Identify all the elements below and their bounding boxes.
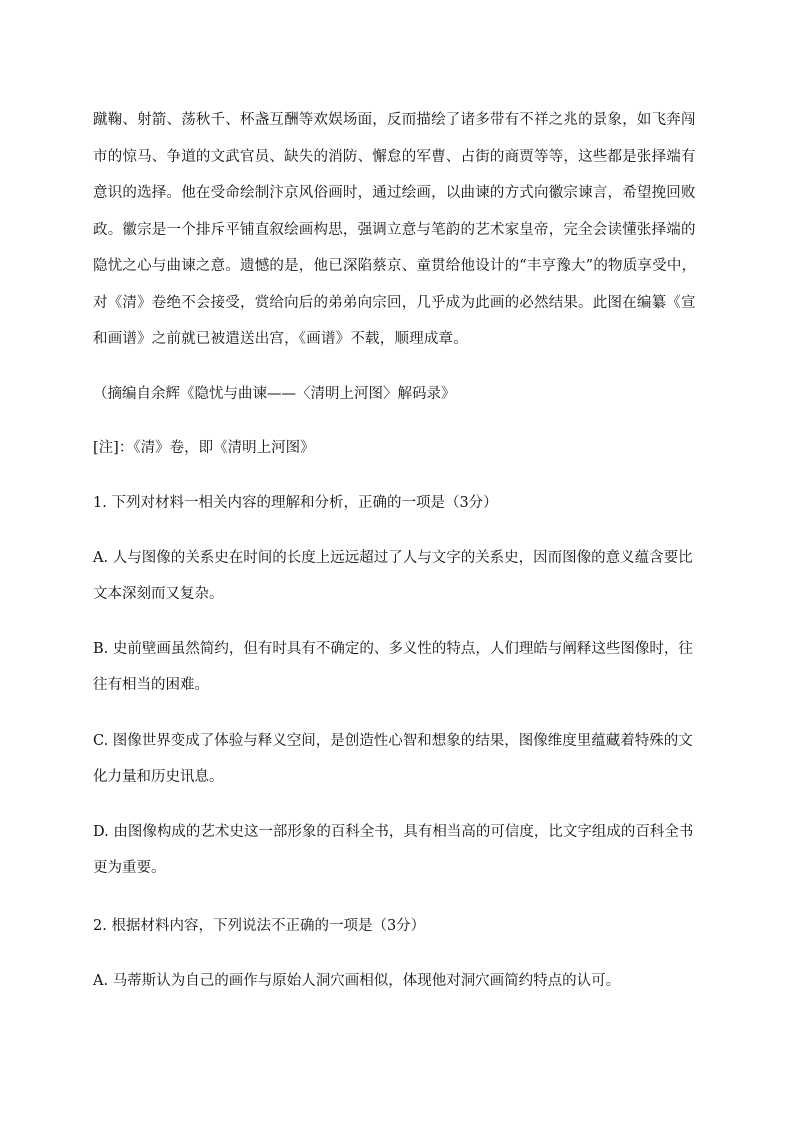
question-2-stem: 2. 根据材料内容，下列说法不正确的一项是（3分）: [93, 918, 426, 934]
passage-note: [注]：《清》卷，即《清明上河图》: [93, 440, 315, 456]
question-2-option-a: A. 马蒂斯认为自己的画作与原始人洞穴画相似，体现他对洞穴画简约特点的认可。: [93, 973, 621, 989]
question-1-stem: 1. 下列对材料一相关内容的理解和分析，正确的一项是（3分）: [93, 495, 498, 511]
passage-source: （摘编自余辉《隐忧与曲谏——〈清明上河图〉解码录》: [93, 386, 456, 402]
question-1-option-d: D. 由图像构成的艺术史这一部形象的百科全书，具有相当高的可信度，比文字组成的百科全书更为重要。: [93, 824, 694, 876]
question-1-option-b: B. 史前壁画虽然简约，但有时具有不确定的、多义性的特点，人们理皓与阐释这些图像时，往往有相当的困难。: [93, 641, 693, 693]
question-1-option-a: A. 人与图像的关系史在时间的长度上远远超过了人与文字的关系史，因而图像的意义蕴含要比文本深刻而又复杂。: [93, 550, 693, 602]
passage-paragraph: 蹴鞠、射箭、荡秋千、杯盏互酬等欢娱场面，反而描绘了诸多带有不祥之兆的景象，如飞奔闯市的惊马、争道的文武官员、缺失的消防、懈怠的军曹、占街的商贾等等，这些都是张择端有意识的选择。他在受命绘制汴京风俗画时，通过绘画，以曲谏的方式向徽宗谏言，希望挽回败政。徽宗是一个排斥平铺直叙绘画构思，强调立意与笔韵的艺术家皇帝，完全会读懂张择端的隐忧之心与曲谏之意。遗憾的是，他已深陷蔡京、童贯给他设计的“丰亨豫大”的物质享受中，对《清》卷绝不会接受，赏给向后的弟弟向宗回，几乎成为此画的必然结果。此图在编纂《宣和画谱》之前就已被遣送出宫，《画谱》不载，顺理成章。: [93, 112, 697, 347]
question-1-option-c: C. 图像世界变成了体验与释义空间，是创造性心智和想象的结果，图像维度里蕴藏着特殊的文化力量和历史讯息。: [93, 733, 693, 785]
